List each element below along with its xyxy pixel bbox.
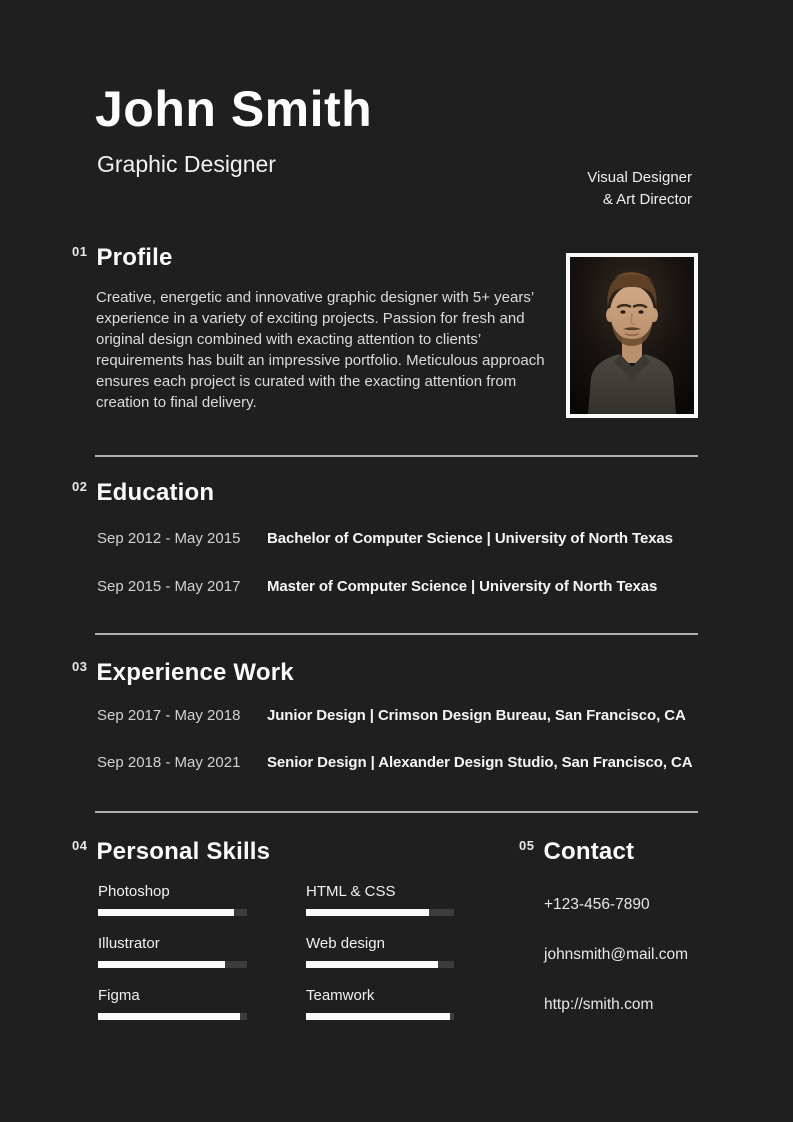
skill-bar	[306, 961, 454, 968]
skill-label: Teamwork	[306, 987, 375, 1004]
section-number: 03	[72, 659, 88, 674]
person-name: John Smith	[95, 81, 373, 137]
section-heading-contact	[519, 838, 634, 865]
section-heading-skills	[72, 838, 270, 865]
education-row	[97, 530, 673, 548]
profile-summary: Creative, energetic and innovative graphic designer with 5+ years’ experience in a variety of exciting projects. Passion for fresh and original design combined with exacting attention to clients’ requirements has built an impressive portfolio. Meticulous approach ensures each project is curated with the exacting attention from creation to final delivery.	[96, 289, 545, 411]
section-title: Profile	[96, 244, 173, 271]
section-heading-profile	[72, 244, 173, 271]
section-title: Experience Work	[96, 659, 294, 686]
skill-item	[306, 936, 454, 968]
skill-item	[306, 884, 454, 916]
section-number: 02	[72, 479, 88, 494]
tagline-line-2: & Art Director	[602, 190, 692, 208]
skill-label: Photoshop	[98, 883, 170, 900]
skill-bar	[98, 1013, 247, 1020]
skill-bar-fill	[306, 909, 429, 916]
experience-dates: Sep 2017 - May 2018	[97, 707, 241, 724]
experience-detail: Junior Design | Crimson Design Bureau, San Francisco, CA	[267, 707, 686, 724]
skill-label: Web design	[306, 935, 385, 952]
section-number: 04	[72, 838, 88, 853]
skill-label: HTML & CSS	[306, 883, 396, 900]
skill-bar-fill	[306, 1013, 450, 1020]
header-tagline	[587, 167, 692, 210]
skill-bar	[306, 909, 454, 916]
skill-bar	[98, 909, 247, 916]
section-heading-education	[72, 479, 214, 506]
skill-bar	[306, 1013, 454, 1020]
skill-item	[98, 988, 247, 1020]
education-dates: Sep 2015 - May 2017	[97, 578, 241, 595]
profile-photo	[566, 253, 698, 418]
experience-dates: Sep 2018 - May 2021	[97, 754, 241, 771]
experience-row	[97, 707, 686, 725]
skill-item	[98, 884, 247, 916]
contact-website: http://smith.com	[544, 996, 654, 1013]
section-number: 01	[72, 244, 88, 259]
skill-bar-fill	[306, 961, 438, 968]
skill-bar-fill	[98, 1013, 240, 1020]
education-detail: Bachelor of Computer Science | University of North Texas	[267, 530, 673, 547]
section-divider	[95, 455, 698, 457]
section-title: Education	[96, 479, 215, 506]
skill-label: Figma	[98, 987, 140, 1004]
section-number: 05	[519, 838, 535, 853]
skills-grid	[98, 884, 454, 1020]
section-title: Contact	[543, 838, 635, 865]
contact-email: johnsmith@mail.com	[544, 946, 689, 963]
section-title: Personal Skills	[96, 838, 271, 865]
contact-phone: +123-456-7890	[544, 896, 650, 913]
skill-bar-fill	[98, 961, 225, 968]
contact-list	[544, 896, 688, 1046]
section-divider	[95, 633, 698, 635]
skill-bar-fill	[98, 909, 234, 916]
education-detail: Master of Computer Science | University of North Texas	[267, 578, 658, 595]
section-heading-experience	[72, 659, 294, 686]
skill-label: Illustrator	[98, 935, 160, 952]
experience-detail: Senior Design | Alexander Design Studio, San Francisco, CA	[267, 754, 693, 771]
education-row	[97, 578, 657, 596]
skill-item	[98, 936, 247, 968]
person-role: Graphic Designer	[97, 151, 276, 177]
skill-item	[306, 988, 454, 1020]
skill-bar	[98, 961, 247, 968]
experience-row	[97, 754, 692, 772]
tagline-line-1: Visual Designer	[587, 169, 692, 186]
section-divider	[95, 811, 698, 813]
education-dates: Sep 2012 - May 2015	[97, 530, 241, 547]
portrait-illustration	[570, 257, 694, 414]
